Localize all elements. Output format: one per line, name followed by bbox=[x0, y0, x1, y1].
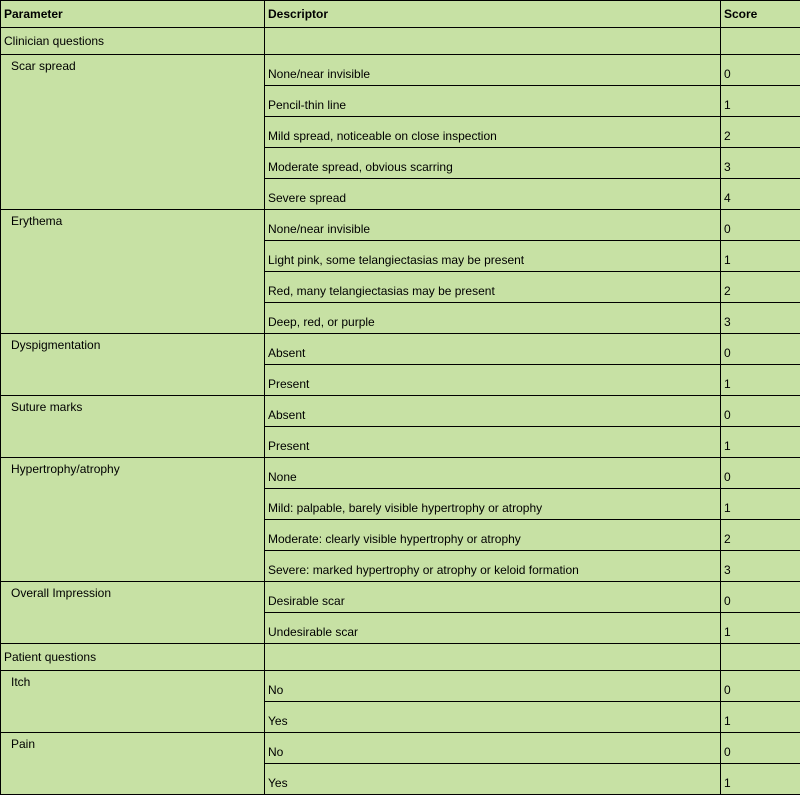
score-cell: 1 bbox=[721, 427, 800, 458]
table-row bbox=[1, 396, 800, 427]
section-row bbox=[1, 28, 800, 55]
empty-cell bbox=[721, 28, 800, 55]
score-cell: 2 bbox=[721, 520, 800, 551]
score-cell: 0 bbox=[721, 582, 800, 613]
descriptor-cell: Pencil-thin line bbox=[265, 86, 721, 117]
parameter-name: Pain bbox=[1, 733, 265, 795]
descriptor-cell: Moderate spread, obvious scarring bbox=[265, 148, 721, 179]
descriptor-cell: Deep, red, or purple bbox=[265, 303, 721, 334]
descriptor-cell: Desirable scar bbox=[265, 582, 721, 613]
score-cell: 3 bbox=[721, 551, 800, 582]
header-score: Score bbox=[721, 1, 800, 28]
section-title: Clinician questions bbox=[1, 28, 265, 55]
table-row bbox=[1, 210, 800, 241]
table-row bbox=[1, 334, 800, 365]
header-row bbox=[1, 1, 800, 28]
descriptor-cell: No bbox=[265, 733, 721, 764]
parameter-name: Dyspigmentation bbox=[1, 334, 265, 396]
score-cell: 1 bbox=[721, 365, 800, 396]
descriptor-cell: Moderate: clearly visible hypertrophy or atrophy bbox=[265, 520, 721, 551]
score-cell: 3 bbox=[721, 303, 800, 334]
score-cell: 4 bbox=[721, 179, 800, 210]
score-cell: 3 bbox=[721, 148, 800, 179]
parameter-name: Overall Impression bbox=[1, 582, 265, 644]
descriptor-cell: Yes bbox=[265, 702, 721, 733]
descriptor-cell: Undesirable scar bbox=[265, 613, 721, 644]
descriptor-cell: None bbox=[265, 458, 721, 489]
descriptor-cell: Absent bbox=[265, 334, 721, 365]
score-cell: 2 bbox=[721, 117, 800, 148]
descriptor-cell: Severe spread bbox=[265, 179, 721, 210]
descriptor-cell: Absent bbox=[265, 396, 721, 427]
header-parameter: Parameter bbox=[1, 1, 265, 28]
score-cell: 1 bbox=[721, 613, 800, 644]
descriptor-cell: Present bbox=[265, 427, 721, 458]
descriptor-cell: Severe: marked hypertrophy or atrophy or keloid formation bbox=[265, 551, 721, 582]
section-row bbox=[1, 644, 800, 671]
score-cell: 1 bbox=[721, 86, 800, 117]
parameter-name: Erythema bbox=[1, 210, 265, 334]
descriptor-cell: None/near invisible bbox=[265, 55, 721, 86]
descriptor-cell: Mild spread, noticeable on close inspection bbox=[265, 117, 721, 148]
score-cell: 0 bbox=[721, 334, 800, 365]
descriptor-cell: Light pink, some telangiectasias may be present bbox=[265, 241, 721, 272]
score-cell: 1 bbox=[721, 489, 800, 520]
table-row bbox=[1, 671, 800, 702]
parameter-name: Hypertrophy/atrophy bbox=[1, 458, 265, 582]
score-cell: 0 bbox=[721, 55, 800, 86]
empty-cell bbox=[721, 644, 800, 671]
empty-cell bbox=[265, 28, 721, 55]
table-row bbox=[1, 458, 800, 489]
descriptor-cell: No bbox=[265, 671, 721, 702]
descriptor-cell: Mild: palpable, barely visible hypertrophy or atrophy bbox=[265, 489, 721, 520]
score-cell: 0 bbox=[721, 671, 800, 702]
table-body bbox=[1, 28, 800, 795]
descriptor-cell: None/near invisible bbox=[265, 210, 721, 241]
score-cell: 2 bbox=[721, 272, 800, 303]
section-title: Patient questions bbox=[1, 644, 265, 671]
empty-cell bbox=[265, 644, 721, 671]
score-cell: 0 bbox=[721, 210, 800, 241]
descriptor-cell: Yes bbox=[265, 764, 721, 795]
table-row bbox=[1, 733, 800, 764]
score-cell: 1 bbox=[721, 702, 800, 733]
table-row bbox=[1, 582, 800, 613]
table-row bbox=[1, 55, 800, 86]
parameter-name: Scar spread bbox=[1, 55, 265, 210]
score-cell: 1 bbox=[721, 764, 800, 795]
score-cell: 0 bbox=[721, 733, 800, 764]
score-cell: 0 bbox=[721, 396, 800, 427]
header-descriptor: Descriptor bbox=[265, 1, 721, 28]
parameter-name: Suture marks bbox=[1, 396, 265, 458]
descriptor-cell: Red, many telangiectasias may be present bbox=[265, 272, 721, 303]
descriptor-cell: Present bbox=[265, 365, 721, 396]
score-cell: 0 bbox=[721, 458, 800, 489]
score-cell: 1 bbox=[721, 241, 800, 272]
parameter-name: Itch bbox=[1, 671, 265, 733]
